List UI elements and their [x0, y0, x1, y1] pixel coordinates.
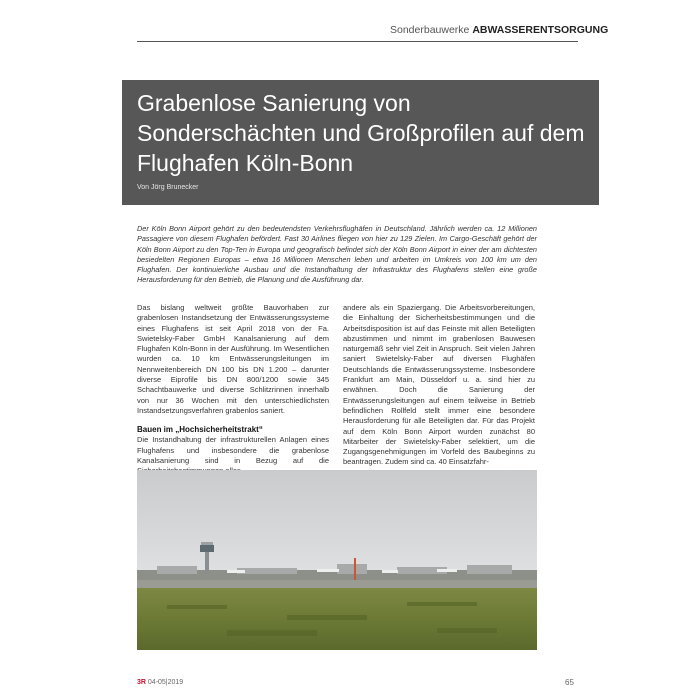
subheading: Bauen im „Hochsicherheitstrakt“ [137, 425, 263, 435]
title-banner [122, 80, 599, 205]
body-paragraph: Die Instandhaltung der infrastrukturellen Anlagen eines Flughafens und insbesondere die grabenlose Kanalsanierung sind in Bezug auf die [137, 435, 329, 465]
airport-photo [137, 470, 537, 650]
page-number: 65 [565, 678, 574, 687]
text-column-right [343, 303, 535, 468]
journal-logo: 3R [137, 679, 146, 686]
airport-photo-illustration [137, 470, 537, 650]
article-intro: Der Köln Bonn Airport gehört zu den bedeutendsten Verkehrsflughäfen in Deutschland. Jährlich werden ca. 12 Millionen Passagiere von diesem Flughafen befördert. Fast 30 Airlines fliegen von hier zu 129 Zielen. Im Cargo-Geschäft gehört der Köln Bonn Airport zu den Top-Ten in Europa und geografisch befindet sich der Köln Bonn Airport in einer der am dichtesten besiedelten Regionen Europas – etwa 16 Millionen Menschen leben und arbeiten im Umkreis von 100 km um den Flughafen. Der kontinuierliche Ausbau und die Instandhaltung der Infrastruktur des Flughafens stellen eine große Herausforderung für den Betrieb, die Planung und die Ausführung dar. [137, 224, 537, 285]
sky [137, 470, 537, 580]
header-category: Sonderbauwerke [390, 24, 470, 36]
runway-strip [137, 580, 537, 588]
running-header [390, 24, 609, 36]
article-author: Von Jörg Brunecker [137, 184, 199, 191]
footer-journal [137, 679, 183, 686]
header-divider [137, 41, 578, 42]
journal-issue: 04-05|2019 [147, 679, 184, 686]
header-section: ABWASSERENTSORGUNG [472, 24, 609, 36]
body-paragraph: andere als ein Spaziergang. Die Arbeitsvorbereitungen, die Einhaltung der Sicherheitsbestimmungen und die Arbeitsdisposition ist auf das Feinste mit allen Beteiligten abzustimmen und nimmt im grabenlosen Bauwesen naturgemäß sehr viel Zeit in Anspruch. Seit vielen Jahren saniert Swietelsky-Faber auf diversen Flughäfen Deutschlands die Entwässerungssysteme. Insbesondere Frankfurt am Main, Düsseldorf u. a. sind hier zu erwähnen. Doch die Sanierung der Entwässerungsleitungen auf einem teilweise in Betrieb befindlichen Rollfeld stellt immer eine besondere Herausforderung für alle Beteiligten dar. Für das Projekt auf dem Köln Bonn Airport wurden zunächst 80 Mitarbeiter der Swietelsky-Faber selektiert, um die Zugangsgenehmigungen im Vorfeld des Baubeginns zu beantragen. Zudem sind ca. 40 Einsatzfahr- [343, 303, 535, 467]
article-title: Grabenlose Sanierung von Sonderschächten und Großprofilen auf dem Flughafen Köln-Bonn [137, 90, 585, 176]
text-column-left [137, 303, 329, 476]
body-paragraph: Das bislang weltweit größte Bauvorhaben zur grabenlosen Instandsetzung der Entwässerungssysteme eines Flughafens ist seit April 2018 von der Fa. Swietelsky-Faber GmbH Kanalsanierung auf dem Flughafen Köln-Bonn in der Ausführung. Im Wesentlichen wurden ca. 10 km Entwässerungsleitungen im Nennweitenbereich DN 100 bis DN 1.200 – darunter diverse Eiprofile bis DN 800/1200 sowie 345 Schachtbauwerke und diverse Schlitzrinnen innerhalb von nur 36 Wochen mit den unterschiedlichsten Instandsetzungsverfahren grabenlos saniert. [137, 303, 329, 415]
